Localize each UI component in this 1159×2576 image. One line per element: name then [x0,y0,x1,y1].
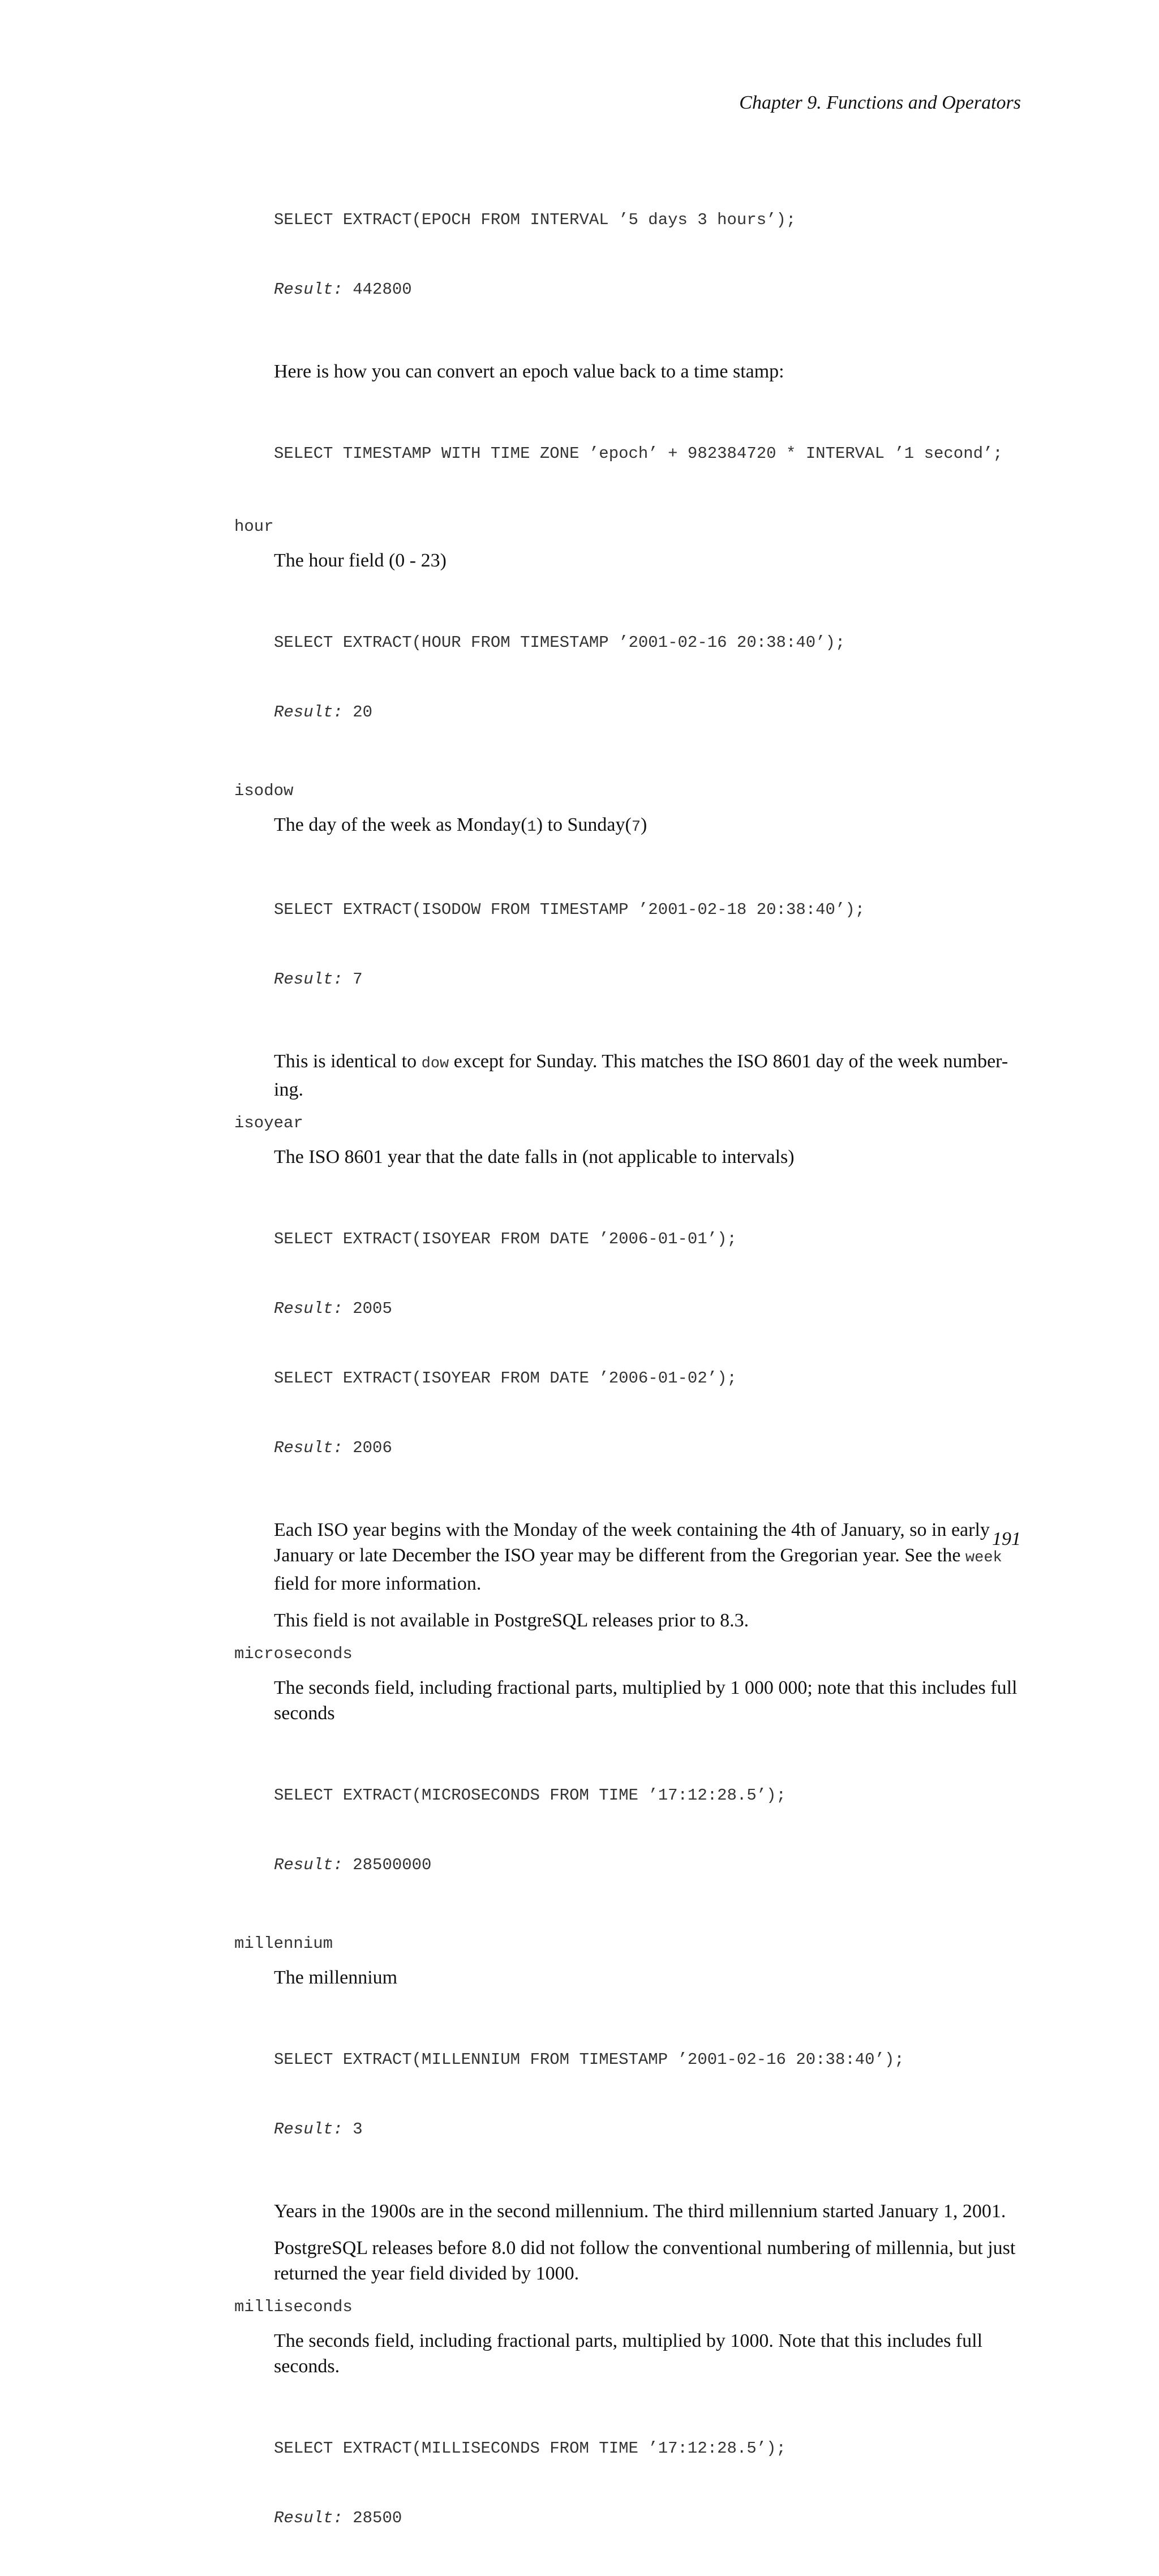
isodow-definition [274,812,1021,1102]
text-span: This is identical to [274,1051,422,1072]
result-label: Result: [274,1439,343,1457]
text-span: except for Sunday. This matches the ISO 8601 day of the week number- [449,1051,1008,1072]
inline-code: 7 [631,819,641,836]
inline-code: 1 [527,819,536,836]
text-span: ing. [274,1079,303,1100]
inline-code: dow [421,1055,449,1072]
result-value: 28500000 [342,1856,432,1874]
result-value: 2006 [342,1439,392,1457]
code-line: SELECT EXTRACT(ISOYEAR FROM DATE ’2006-01-02’); [274,1369,737,1388]
text-span: seconds [274,1703,335,1724]
code-line: SELECT EXTRACT(MICROSECONDS FROM TIME ’17:12:28.5’); [274,1786,786,1805]
epoch-back-block [274,359,1021,512]
text-span: field for more information. [274,1573,482,1594]
isoyear-definition [274,1144,1021,1633]
chapter-header: Chapter 9. Functions and Operators [739,92,1021,113]
paragraph: Years in the 1900s are in the second millennium. The third millennium started January 1, 2001. [274,2201,1006,2222]
code-block [274,2002,1021,2187]
text-span: PostgreSQL releases before 8.0 did not follow the conventional numbering of millennia, but just [274,2238,1016,2259]
millennium-definition [274,1965,1021,2286]
result-value: 7 [342,970,363,989]
term-hour: hour [234,517,274,536]
result-value: 2005 [342,1299,392,1318]
paragraph [274,812,1021,840]
code-block [274,585,1021,770]
milliseconds-definition [274,2328,1021,2576]
code-line: SELECT EXTRACT(MILLISECONDS FROM TIME ’17:12:28.5’); [274,2439,786,2458]
result-label: Result: [274,2509,343,2527]
term-isodow: isodow [234,782,294,800]
paragraph [274,2235,1021,2286]
text-span: ) [641,814,647,835]
paragraph [274,1675,1021,1726]
paragraph: The millennium [274,1967,398,1988]
code-line: SELECT EXTRACT(HOUR FROM TIMESTAMP ’2001-02-16 20:38:40’); [274,633,845,652]
term-milliseconds: milliseconds [234,2298,353,2316]
term-microseconds: microseconds [234,1645,353,1663]
paragraph [274,1517,1021,1596]
result-line [274,1853,1021,1877]
result-line [274,1436,1021,1459]
text-span: ) to Sunday( [536,814,632,835]
text-span: returned the year field divided by 1000. [274,2263,580,2284]
result-line [274,968,1021,991]
result-line [274,1297,1021,1320]
result-label: Result: [274,280,343,299]
code-line: SELECT EXTRACT(MILLENNIUM FROM TIMESTAMP ’2001-02-16 20:38:40’); [274,2050,904,2069]
text-span: January or late December the ISO year may be different from the Gregorian year. See the [274,1545,965,1566]
text-span: seconds. [274,2356,340,2377]
result-value: 3 [342,2120,363,2139]
result-value: 442800 [342,280,412,299]
paragraph: The ISO 8601 year that the date falls in (not applicable to intervals) [274,1147,795,1167]
code-block [274,162,1021,347]
result-label: Result: [274,1856,343,1874]
result-line [274,278,1021,301]
code-line: SELECT EXTRACT(ISODOW FROM TIMESTAMP ’2001-02-18 20:38:40’); [274,900,865,919]
text-span: Each ISO year begins with the Monday of the week containing the 4th of January, so in early [274,1519,990,1540]
code-line: SELECT EXTRACT(ISOYEAR FROM DATE ’2006-01-01’); [274,1230,737,1248]
result-label: Result: [274,1299,343,1318]
hour-definition [274,548,1021,770]
page-number: 191 [992,1529,1021,1549]
result-line [274,2506,1021,2530]
term-millennium: millennium [234,1934,333,1953]
result-value: 20 [342,703,373,722]
term-isoyear: isoyear [234,1114,303,1132]
code-block [274,1181,1021,1506]
code-line: SELECT EXTRACT(EPOCH FROM INTERVAL ’5 days 3 hours’); [274,211,796,229]
result-label: Result: [274,970,343,989]
code-block [274,852,1021,1037]
code-line: SELECT TIMESTAMP WITH TIME ZONE ’epoch’ + 982384720 * INTERVAL ’1 second’; [274,444,1003,463]
result-line [274,701,1021,724]
text-span: The seconds field, including fractional parts, multiplied by 1 000 000; note that this includes full [274,1677,1018,1698]
text-span: The seconds field, including fractional parts, multiplied by 1000. Note that this includes full [274,2330,983,2351]
paragraph: The hour field (0 - 23) [274,550,447,571]
result-label: Result: [274,2120,343,2139]
code-block [274,396,1021,512]
paragraph [274,2328,1021,2379]
result-value: 28500 [342,2509,402,2527]
epoch-example-block [274,162,1021,347]
inline-code: week [965,1549,1002,1566]
paragraph [274,1049,1021,1102]
paragraph: This field is not available in PostgreSQL releases prior to 8.3. [274,1610,749,1631]
paragraph: Here is how you can convert an epoch value back to a time stamp: [274,361,784,382]
code-block [274,1737,1021,1923]
document-body [234,162,1021,2576]
code-block [274,2390,1021,2576]
text-span: The day of the week as Monday( [274,814,527,835]
microseconds-definition [274,1675,1021,1923]
result-line [274,2118,1021,2141]
result-label: Result: [274,703,343,722]
